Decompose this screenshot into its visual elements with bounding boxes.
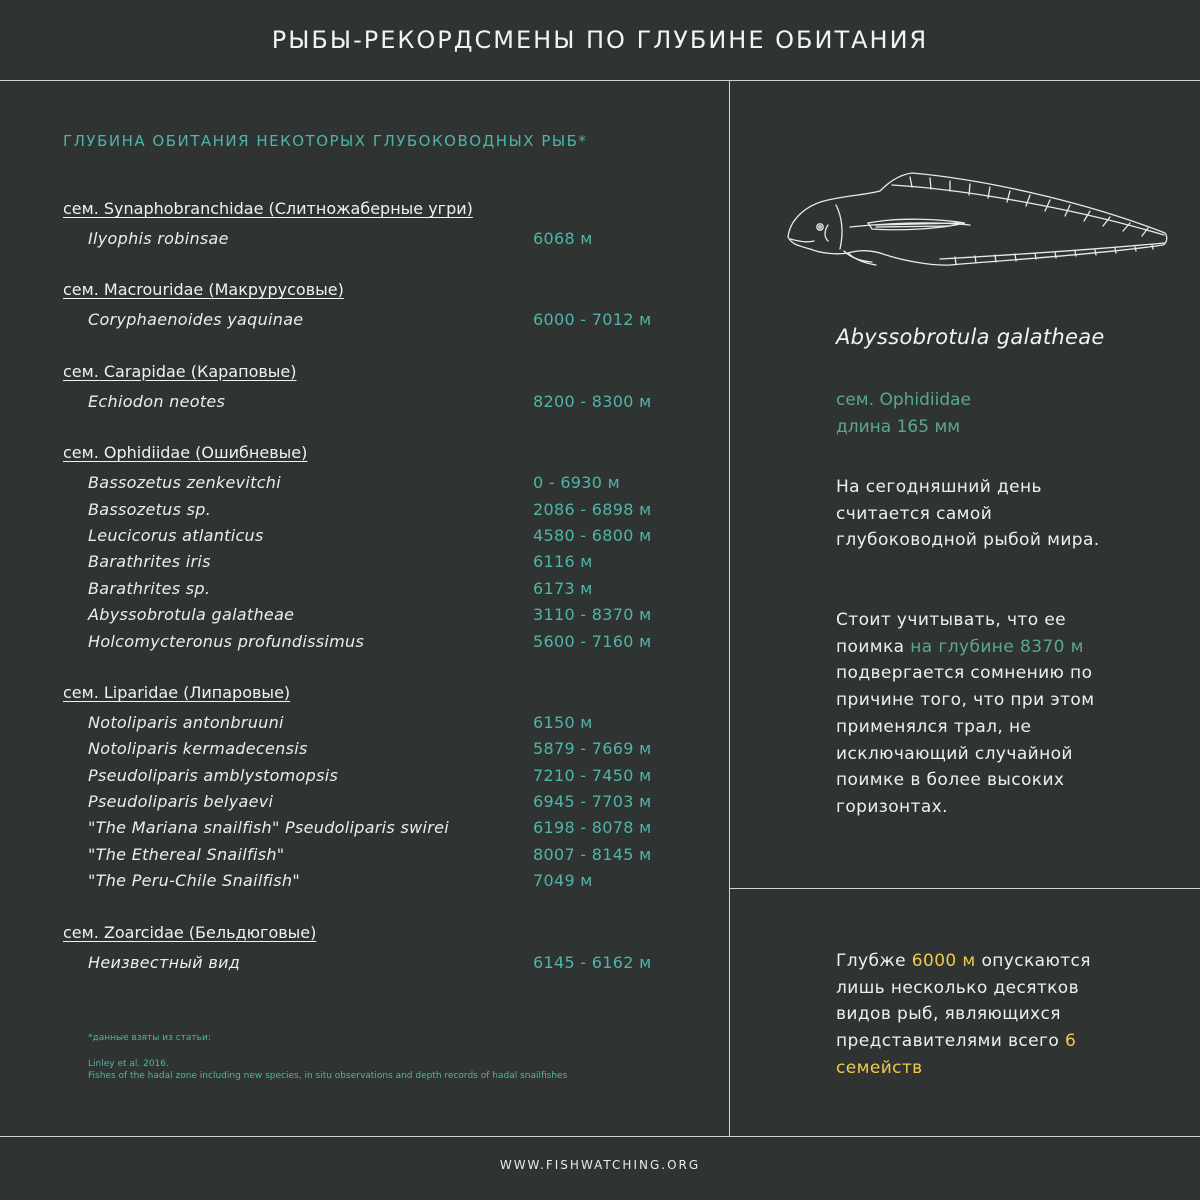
- right-panel-divider: [729, 888, 1200, 889]
- species-row: [63, 763, 703, 789]
- species-row: [63, 815, 703, 841]
- species-row: [63, 629, 703, 655]
- species-depth: 4580 - 6800 м: [533, 525, 652, 545]
- family-group: [63, 440, 703, 655]
- species-row: [63, 497, 703, 523]
- family-name: сем. Carapidae (Караповые): [63, 361, 297, 381]
- source-notes: [88, 1032, 688, 1082]
- family-name: сем. Zoarcidae (Бельдюговые): [63, 922, 317, 942]
- footer-divider: [0, 1136, 1200, 1137]
- featured-caveat: [836, 607, 1136, 821]
- fact-text-middle: опускаются лишь несколько десятков видов рыб, являющихся представителями всего: [836, 951, 1091, 1052]
- footer-url[interactable]: WWW.FISHWATCHING.ORG: [499, 1158, 701, 1172]
- species-depth: 0 - 6930 м: [533, 473, 620, 493]
- species-depth: 3110 - 8370 м: [533, 605, 652, 625]
- featured-length: длина 165 мм: [836, 417, 961, 437]
- species-depth: 7049 м: [533, 871, 593, 891]
- species-depth: 6198 - 8078 м: [533, 818, 652, 838]
- species-row: [63, 389, 703, 415]
- citation-authors: Linley et al. 2016.: [88, 1059, 169, 1069]
- species-name: Barathrites sp.: [88, 578, 211, 598]
- species-row: [63, 549, 703, 575]
- species-name: Notoliparis kermadecensis: [88, 739, 308, 759]
- fact-depth-highlight: 6000 м: [911, 951, 976, 971]
- species-row: [63, 523, 703, 549]
- species-row: [63, 789, 703, 815]
- species-row: [63, 470, 703, 496]
- species-row: [63, 950, 703, 976]
- species-depth: 6000 - 7012 м: [533, 310, 652, 330]
- family-name: сем. Synaphobranchidae (Слитножаберные угри): [63, 199, 473, 218]
- species-name: Barathrites iris: [88, 552, 211, 572]
- species-row: [63, 868, 703, 894]
- fact-text-start: Глубже: [836, 951, 912, 971]
- species-depth: 2086 - 6898 м: [533, 499, 652, 519]
- species-row: [63, 307, 703, 333]
- species-name: Coryphaenoides yaquinae: [88, 310, 304, 330]
- source-label: *данные взяты из статьи:: [88, 1033, 211, 1043]
- cusk-eel-drawing: [780, 165, 1175, 275]
- species-name: Ilyophis robinsae: [88, 229, 229, 248]
- caveat-depth-highlight: на глубине 8370 м: [910, 636, 1084, 657]
- depth-fact: [836, 948, 1136, 1082]
- caveat-text-start: Стоит учитывать, что ее поимка: [836, 610, 1067, 657]
- species-name: "The Ethereal Snailfish": [88, 844, 285, 864]
- species-depth: 5600 - 7160 м: [533, 631, 652, 651]
- species-depth: 5879 - 7669 м: [533, 739, 652, 759]
- species-depth: 7210 - 7450 м: [533, 765, 652, 785]
- featured-species-name: Abyssobrotula galatheae: [836, 325, 1105, 349]
- species-name: Leucicorus atlanticus: [88, 525, 264, 545]
- species-depth: 6150 м: [533, 712, 593, 732]
- family-group: [63, 359, 703, 415]
- species-depth: 8200 - 8300 м: [533, 391, 652, 411]
- featured-description: На сегодняшний день считается самой глубоководной рыбой мира.: [836, 477, 1100, 551]
- species-name: Bassozetus zenkevitchi: [88, 473, 281, 493]
- species-row: [63, 710, 703, 736]
- species-depth: 6145 - 6162 м: [533, 952, 652, 972]
- depth-table: [63, 132, 703, 976]
- family-group: [63, 277, 703, 333]
- family-group: [63, 680, 703, 895]
- species-row: [63, 576, 703, 602]
- species-row: [63, 226, 703, 252]
- species-row: [63, 842, 703, 868]
- species-name: Неизвестный вид: [88, 952, 241, 972]
- species-row: [63, 736, 703, 762]
- species-name: "The Peru-Chile Snailfish": [88, 871, 301, 891]
- species-row: [63, 602, 703, 628]
- table-subtitle: ГЛУБИНА ОБИТАНИЯ НЕКОТОРЫХ ГЛУБОКОВОДНЫХ РЫБ*: [63, 132, 588, 150]
- species-depth: 8007 - 8145 м: [533, 844, 652, 864]
- featured-family: сем. Ophidiidae: [836, 390, 972, 410]
- header-divider: [0, 80, 1200, 81]
- species-name: Echiodon neotes: [88, 391, 226, 411]
- page-title: РЫБЫ-РЕКОРДСМЕНЫ ПО ГЛУБИНЕ ОБИТАНИЯ: [271, 26, 929, 54]
- species-name: Abyssobrotula galatheae: [88, 605, 295, 625]
- fish-illustration: [780, 165, 1175, 275]
- species-name: Notoliparis antonbruuni: [88, 712, 284, 732]
- family-group: [63, 196, 703, 252]
- species-depth: 6116 м: [533, 552, 593, 572]
- featured-meta: [836, 387, 1156, 441]
- caveat-text-end: подвергается сомнению по причине того, что при этом применялся трал, не исключающий случайной поимке в более высоких горизонтах.: [836, 663, 1095, 817]
- species-depth: 6068 м: [533, 229, 593, 248]
- family-list: [63, 196, 703, 976]
- species-name: "The Mariana snailfish" Pseudoliparis swirei: [88, 818, 449, 838]
- species-depth: 6173 м: [533, 578, 593, 598]
- species-name: Holcomycteronus profundissimus: [88, 631, 365, 651]
- column-divider: [729, 80, 730, 1137]
- species-name: Bassozetus sp.: [88, 499, 212, 519]
- species-name: Pseudoliparis amblystomopsis: [88, 765, 339, 785]
- species-name: Pseudoliparis belyaevi: [88, 792, 274, 812]
- family-name: сем. Macrouridae (Макрурусовые): [63, 280, 344, 300]
- family-group: [63, 920, 703, 976]
- family-name: сем. Liparidae (Липаровые): [63, 682, 291, 702]
- fact-families-highlight: 6 семейств: [836, 1031, 1077, 1078]
- species-depth: 6945 - 7703 м: [533, 792, 652, 812]
- citation-title: Fishes of the hadal zone including new species, in situ observations and depth records of hadal snailfishes: [88, 1071, 568, 1081]
- family-name: сем. Ophidiidae (Ошибневые): [63, 443, 308, 463]
